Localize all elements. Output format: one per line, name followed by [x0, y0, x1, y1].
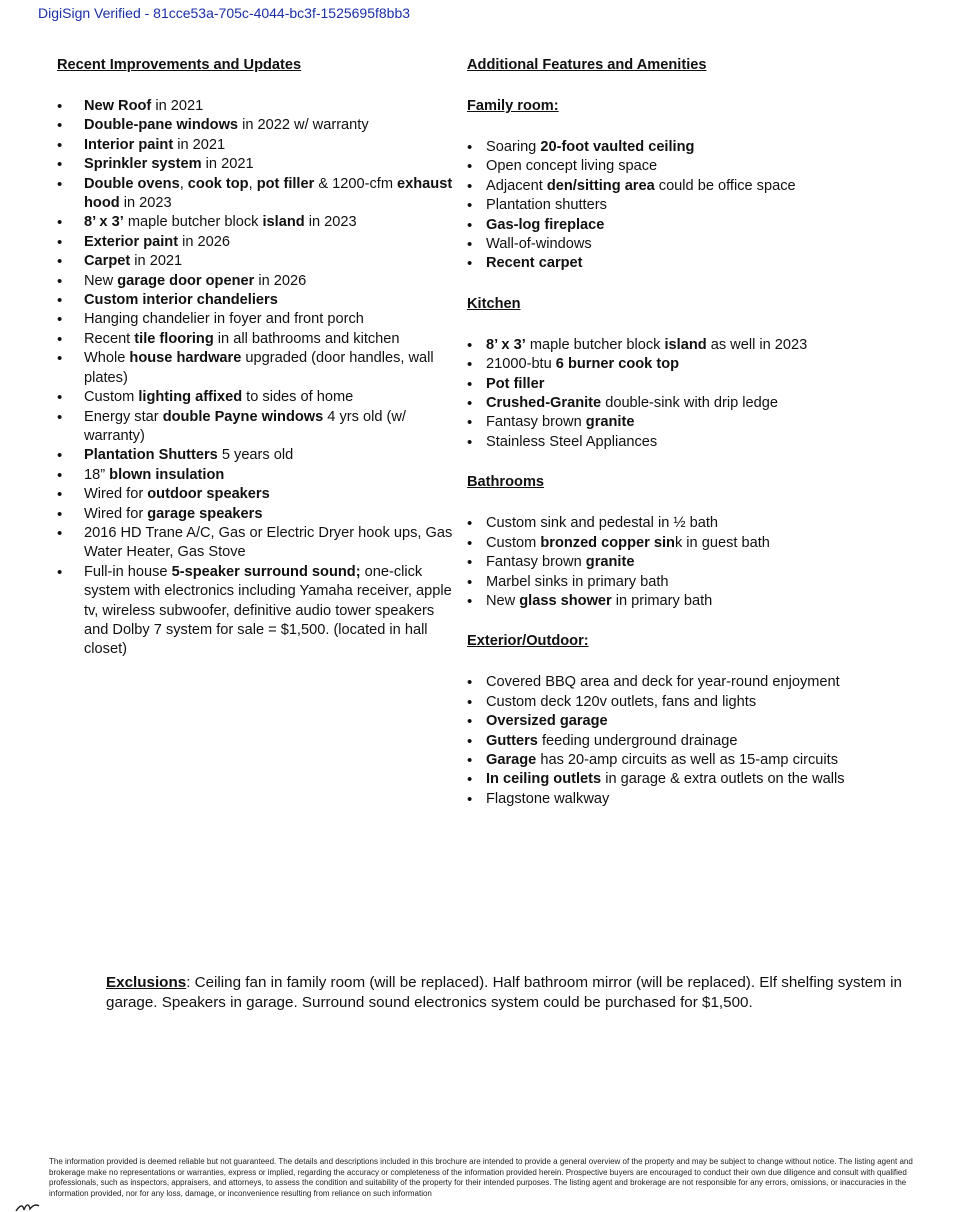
bold-text: Interior paint: [84, 136, 174, 153]
bold-text: Crushed-Granite: [486, 395, 602, 412]
feature-item: [467, 177, 887, 196]
feature-item: [467, 254, 887, 273]
features-column: [467, 56, 887, 809]
feature-item: [467, 138, 887, 157]
item-text: upgraded (door handles, wall plates): [84, 350, 434, 386]
signature-mark-icon: [14, 1201, 40, 1212]
bold-text: Gas-log fireplace: [486, 216, 605, 233]
improvement-item: [57, 136, 457, 155]
feature-item: [467, 433, 887, 452]
bold-text: bronzed copper sin: [540, 534, 675, 551]
item-text: Energy star: [84, 408, 163, 425]
section-list: [467, 673, 887, 809]
feature-item: [467, 712, 887, 731]
section-title: Exterior/Outdoor:: [467, 633, 589, 650]
improvement-item: [57, 388, 457, 407]
item-text: Adjacent: [486, 177, 547, 194]
improvement-item: [57, 175, 457, 214]
bold-text: Recent carpet: [486, 255, 583, 272]
bold-text: den/sitting area: [546, 177, 655, 194]
digisign-verification-stamp: DigiSign Verified - 81cce53a-705c-4044-bc3f-1525695f8bb3: [38, 5, 411, 21]
bold-text: island: [262, 214, 305, 231]
feature-item: [467, 355, 887, 374]
feature-item: [467, 573, 887, 592]
item-text: in primary bath: [611, 592, 713, 609]
improvement-item: [57, 563, 457, 660]
improvement-item: [57, 330, 457, 349]
bold-text: lighting affixed: [138, 389, 243, 406]
item-text: Whole: [84, 350, 130, 367]
item-text: 21000-btu: [486, 356, 556, 373]
item-text: double-sink with drip ledge: [601, 395, 779, 412]
item-text: could be office space: [654, 177, 796, 194]
item-text: Custom sink and pedestal in ½ bath: [486, 515, 719, 532]
bold-text: pot filler: [256, 175, 315, 192]
item-text: Stainless Steel Appliances: [486, 433, 658, 450]
feature-item: [467, 751, 887, 770]
section-title: Kitchen: [467, 295, 521, 312]
improvement-item: [57, 505, 457, 524]
bold-text: Garage: [486, 751, 537, 768]
bold-text: cook top: [187, 175, 249, 192]
feature-item: [467, 394, 887, 413]
bold-text: Sprinkler system: [84, 156, 202, 173]
feature-item: [467, 732, 887, 751]
item-text: Fantasy brown: [486, 414, 586, 431]
item-text: in 2021: [201, 156, 254, 173]
item-text: feeding underground drainage: [537, 732, 738, 749]
bold-text: 8’ x 3’: [486, 336, 526, 353]
bold-text: Exterior paint: [84, 233, 179, 250]
feature-item: [467, 375, 887, 394]
bold-text: 20-foot vaulted ceiling: [540, 139, 695, 155]
feature-item: [467, 514, 887, 533]
item-text: in 2023: [304, 214, 357, 231]
item-text: Fantasy brown: [486, 554, 586, 571]
feature-item: [467, 216, 887, 235]
feature-item: [467, 693, 887, 712]
bold-text: Pot filler: [486, 375, 545, 392]
bold-text: garage speakers: [147, 505, 263, 522]
bold-text: Custom interior chandeliers: [84, 292, 278, 309]
bold-text: house hardware: [129, 350, 242, 367]
improvement-item: [57, 233, 457, 252]
bold-text: outdoor speakers: [147, 486, 270, 503]
bold-text: Plantation Shutters: [84, 447, 218, 464]
bold-text: 5-speaker surround sound;: [171, 563, 361, 580]
feature-item: [467, 235, 887, 254]
item-text: New: [486, 592, 520, 609]
improvement-item: [57, 310, 457, 329]
improvement-item: [57, 116, 457, 135]
item-text: in 2023: [119, 195, 172, 212]
disclaimer-text: The information provided is deemed reliable but not guaranteed. The details and descriptions included in this brochure are intended to provide a general overview of the property and may be subject to change without notice. The listing agent and brokerage make no representations or warranties, express or implied, regarding the accuracy or completeness of the information provided herein. Prospective buyers are encouraged to conduct their own due diligence and consult with qualified professionals, such as inspectors, appraisers, and attorneys, to assess the condition and suitability of the property for their intended purposes. The listing agent and brokerage are not responsible for any errors, omissions, or inaccuracies in the information provided, nor for any loss, damage, or inconvenience resulting from reliance on such information: [49, 1157, 913, 1198]
item-text: Custom: [486, 534, 541, 551]
bold-text: Gutters: [486, 732, 538, 749]
improvements-heading: Recent Improvements and Updates: [57, 57, 302, 73]
item-text: one-click system with electronics including Yamaha receiver, apple tv, wireless subwoofer, definitive audio tower speakers and Dolby 7 system for sale = $1,500. (located in hall closet): [84, 563, 452, 658]
bold-text: 6 burner cook top: [555, 356, 680, 373]
section-title: Family room:: [467, 98, 559, 114]
item-text: maple butcher block: [525, 336, 665, 353]
feature-item: [467, 790, 887, 809]
item-text: Custom: [84, 389, 139, 406]
features-heading: Additional Features and Amenities: [467, 57, 707, 73]
improvement-item: [57, 349, 457, 388]
improvement-item: [57, 446, 457, 465]
bold-text: In ceiling outlets: [486, 771, 602, 788]
improvement-item: [57, 252, 457, 271]
improvement-item: [57, 155, 457, 174]
item-text: maple butcher block: [123, 214, 263, 231]
item-text: 2016 HD Trane A/C, Gas or Electric Dryer hook ups, Gas Water Heater, Gas Stove: [84, 524, 453, 561]
feature-item: [467, 534, 887, 553]
item-text: in 2021: [173, 136, 226, 153]
item-text: & 1200-cfm: [314, 175, 398, 192]
item-text: k in guest bath: [674, 534, 770, 551]
bold-text: Double ovens: [84, 175, 180, 192]
item-text: Marbel sinks in primary bath: [486, 573, 669, 590]
bold-text: island: [664, 336, 707, 353]
item-text: in 2021: [130, 253, 183, 270]
item-text: Hanging chandelier in foyer and front porch: [84, 311, 364, 328]
item-text: Soaring: [486, 139, 541, 155]
exclusions-label: Exclusions: [106, 974, 187, 991]
item-text: Flagstone walkway: [486, 790, 610, 807]
feature-item: [467, 413, 887, 432]
item-text: Wall-of-windows: [486, 236, 592, 253]
section-list: [467, 514, 887, 611]
bold-text: Oversized garage: [486, 713, 608, 730]
item-text: 18”: [84, 466, 110, 483]
improvement-item: [57, 466, 457, 485]
item-text: Full-in house: [84, 563, 172, 580]
item-text: ,: [248, 175, 257, 192]
improvement-item: [57, 213, 457, 232]
bold-text: Double-pane windows: [84, 117, 239, 134]
bold-text: Carpet: [84, 253, 131, 270]
item-text: in 2026: [254, 272, 307, 289]
feature-item: [467, 592, 887, 611]
improvement-item: [57, 272, 457, 291]
item-text: 4 yrs old (w/ warranty): [84, 408, 406, 444]
item-text: ,: [179, 175, 188, 192]
item-text: 5 years old: [217, 447, 294, 464]
bold-text: blown insulation: [109, 466, 225, 483]
item-text: Open concept living space: [486, 158, 658, 175]
feature-item: [467, 336, 887, 355]
item-text: Wired for: [84, 486, 148, 503]
exclusions-text: : Ceiling fan in family room (will be replaced). Half bathroom mirror (will be replaced). Elf shelfing system in garage. Speakers in garage. Surround sound electronics system could be purchased for $1,500.: [106, 974, 902, 1011]
feature-item: [467, 770, 887, 789]
section-list: [467, 138, 887, 274]
bold-text: 8’ x 3’: [84, 214, 124, 231]
item-text: in 2021: [151, 98, 204, 114]
item-text: Plantation shutters: [486, 197, 607, 214]
item-text: Custom deck 120v outlets, fans and lights: [486, 693, 757, 710]
bold-text: tile flooring: [134, 330, 214, 347]
bold-text: exhaust hood: [84, 175, 453, 212]
improvements-list: [57, 97, 457, 660]
improvement-item: [57, 97, 457, 116]
item-text: in all bathrooms and kitchen: [213, 330, 400, 347]
item-text: New: [84, 272, 118, 289]
improvement-item: [57, 524, 457, 563]
bold-text: granite: [585, 414, 635, 431]
item-text: Wired for: [84, 505, 148, 522]
item-text: in garage & extra outlets on the walls: [601, 771, 845, 788]
improvement-item: [57, 485, 457, 504]
improvements-column: [57, 56, 457, 660]
feature-item: [467, 196, 887, 215]
improvement-item: [57, 291, 457, 310]
item-text: in 2026: [178, 233, 231, 250]
feature-sections: [467, 97, 887, 809]
section-title: Bathrooms: [467, 474, 545, 491]
item-text: has 20-amp circuits as well as 15-amp circuits: [536, 751, 839, 768]
improvement-item: [57, 408, 457, 447]
item-text: Covered BBQ area and deck for year-round enjoyment: [486, 674, 840, 691]
item-text: to sides of home: [242, 389, 354, 406]
bold-text: glass shower: [519, 592, 612, 609]
bold-text: granite: [585, 554, 635, 571]
section-list: [467, 336, 887, 452]
feature-item: [467, 157, 887, 176]
item-text: as well in 2023: [706, 336, 808, 353]
bold-text: New Roof: [84, 98, 152, 114]
feature-item: [467, 673, 887, 692]
item-text: Recent: [84, 330, 135, 347]
bold-text: garage door opener: [117, 272, 255, 289]
bold-text: double Payne windows: [162, 408, 324, 425]
item-text: in 2022 w/ warranty: [238, 117, 369, 134]
feature-item: [467, 553, 887, 572]
exclusions-paragraph: [106, 973, 924, 1012]
